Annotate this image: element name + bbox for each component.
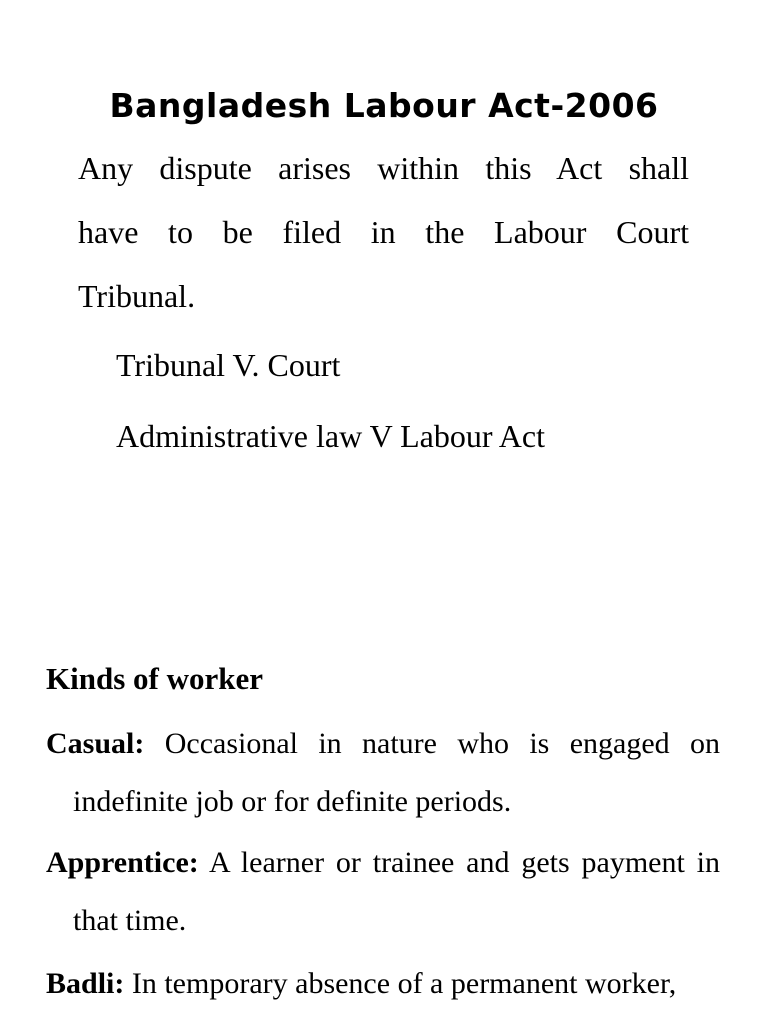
- definition-item: [46, 955, 720, 1013]
- definition-text: A learner or trainee and gets payment in that time.: [73, 846, 720, 937]
- page-title: Bangladesh Labour Act-2006: [109, 86, 659, 125]
- section-heading: Kinds of worker: [46, 661, 263, 696]
- definition-item: [46, 834, 720, 950]
- definition-term: Casual:: [46, 727, 145, 760]
- definition-term: Apprentice:: [46, 846, 199, 879]
- definition-item: [46, 715, 720, 831]
- comparison-line: Tribunal V. Court: [116, 347, 341, 383]
- definition-text: In temporary absence of a permanent worker,: [131, 967, 677, 1000]
- definition-text: Occasional in nature who is engaged on indefinite job or for definite periods.: [73, 727, 721, 818]
- intro-paragraph: Any dispute arises within this Act shall have to be filed in the Labour Court Tribunal.: [78, 150, 689, 314]
- comparison-line: Administrative law V Labour Act: [116, 418, 545, 454]
- definition-term: Badli:: [46, 967, 125, 1000]
